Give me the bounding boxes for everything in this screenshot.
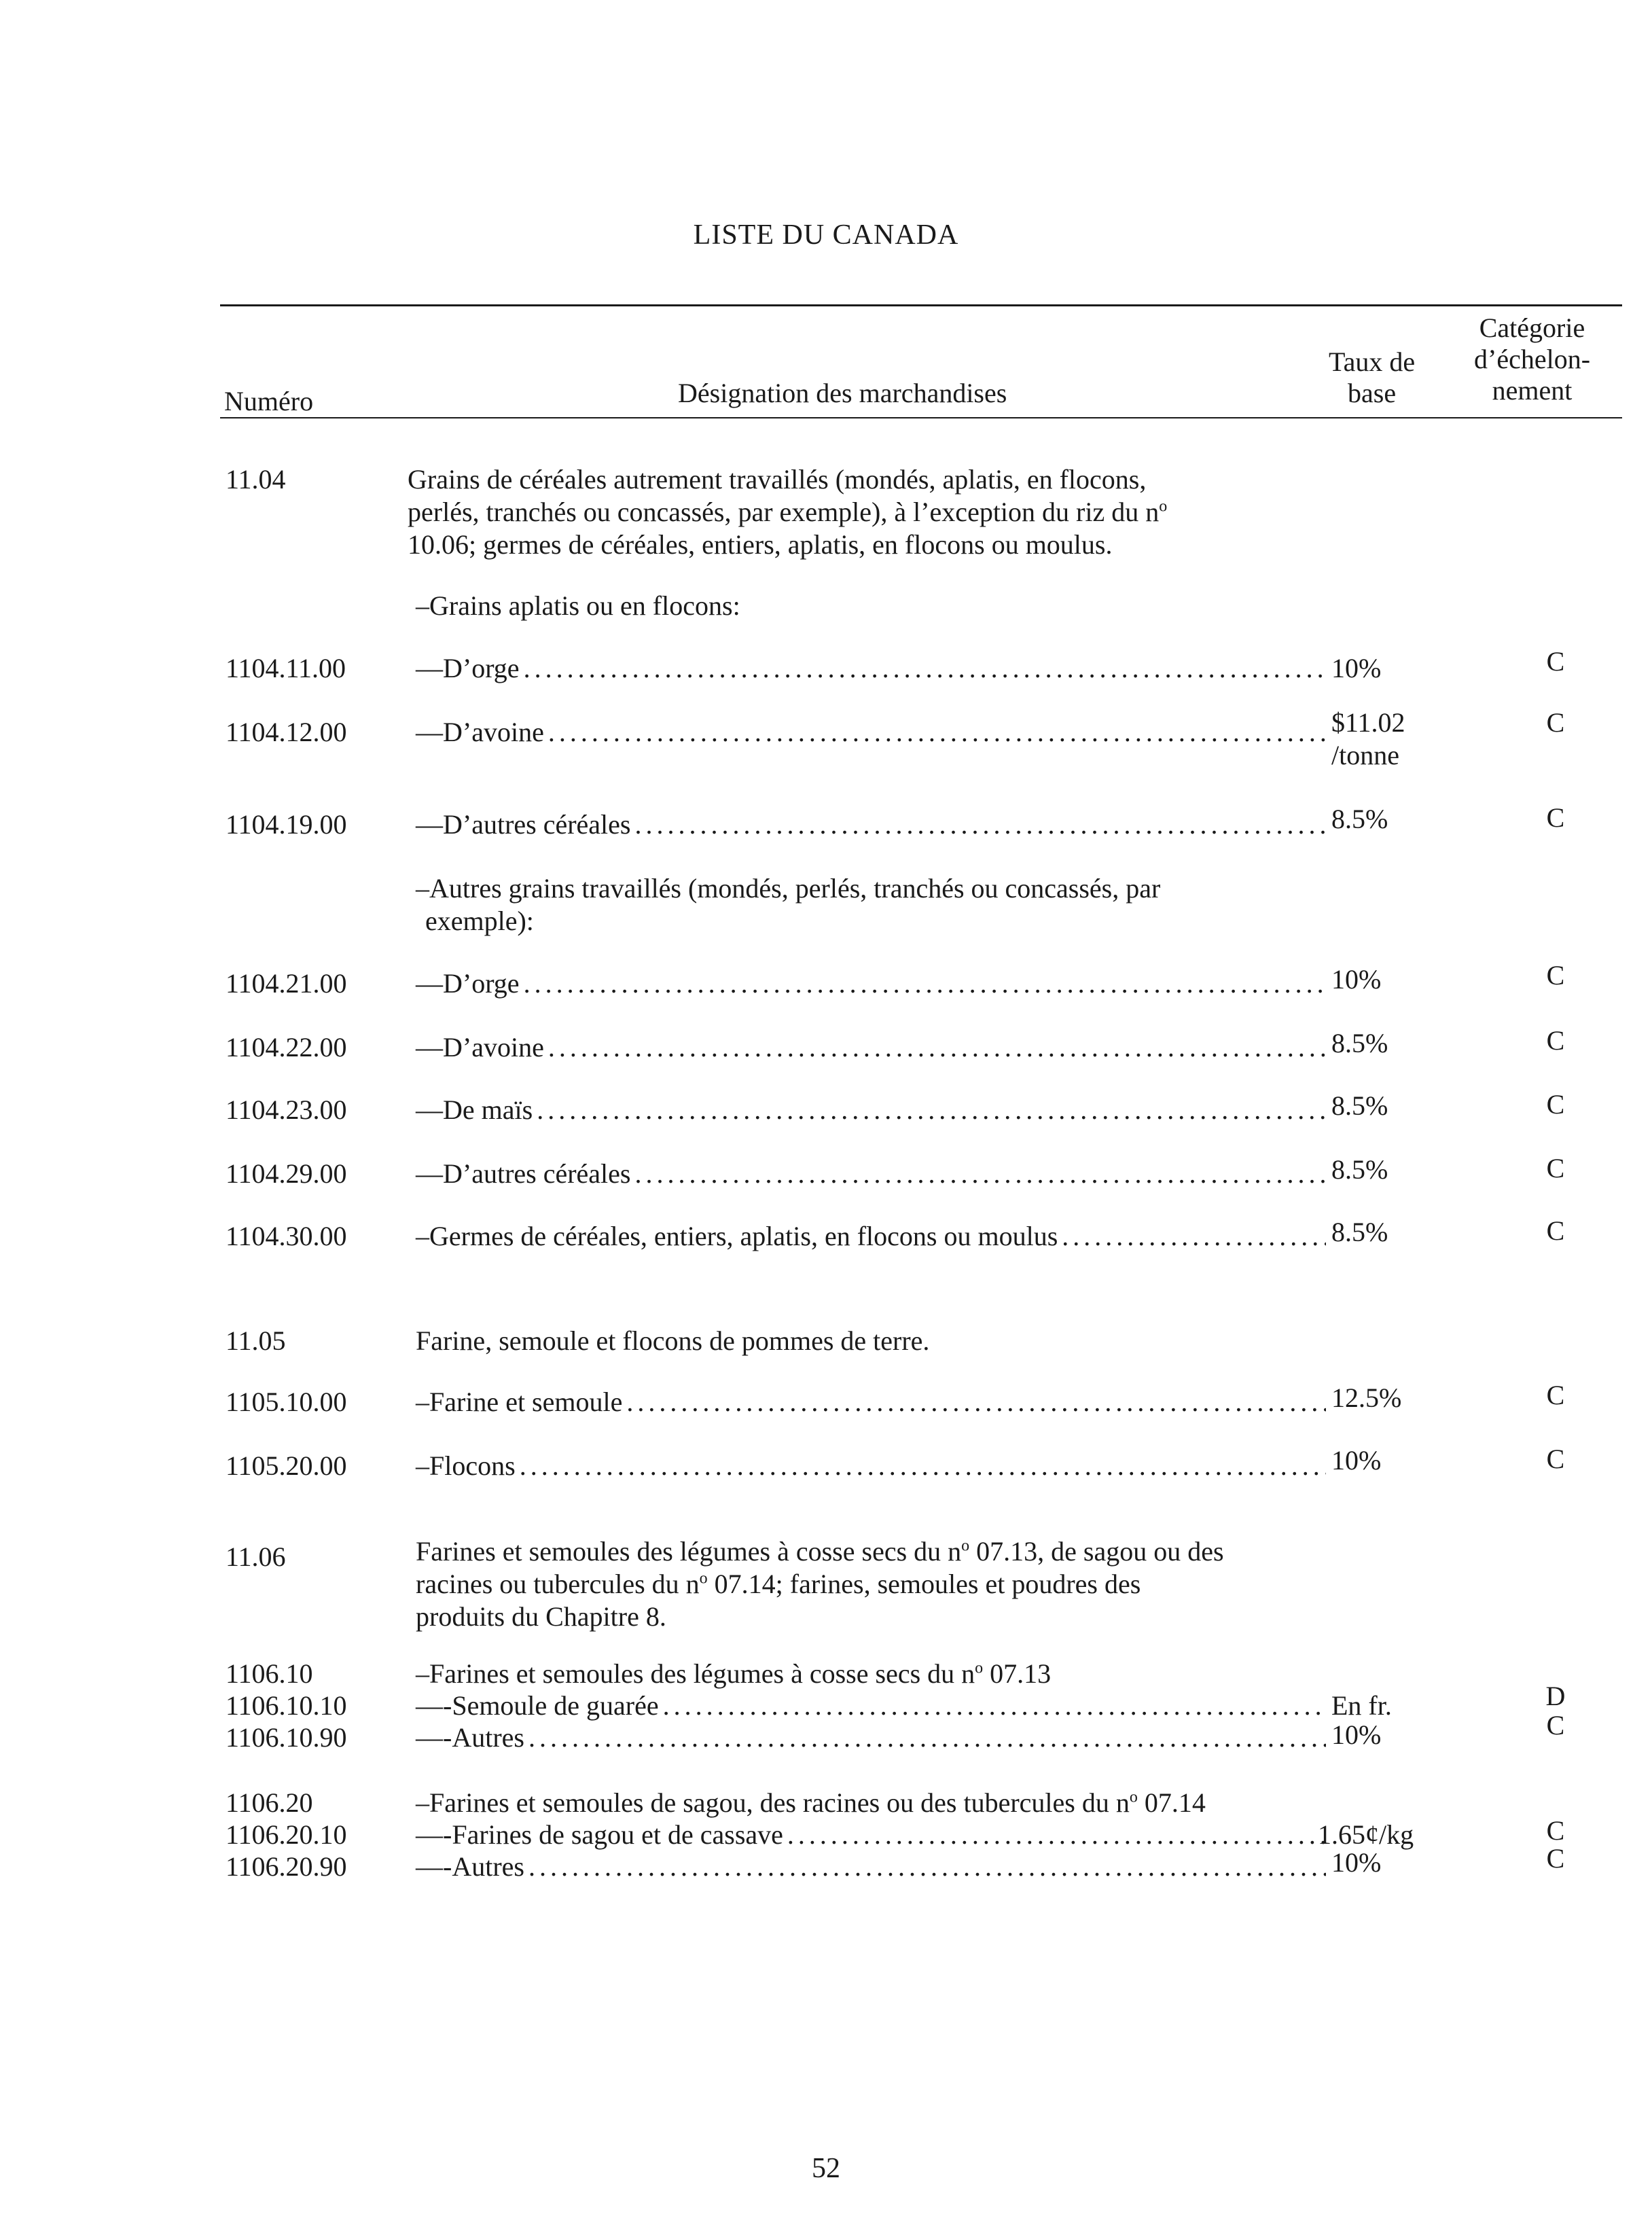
tariff-description: –Germes de céréales, entiers, aplatis, en flocons ou moulus .....: [416, 1220, 1326, 1253]
header-categorie: [1474, 313, 1590, 406]
header-bottom-rule: [220, 417, 1622, 418]
tariff-description: –Flocons .....: [416, 1450, 1326, 1482]
base-rate: En fr.: [1331, 1690, 1392, 1721]
tariff-number: 1104.22.00: [226, 1032, 347, 1063]
tariff-row-1106-10: [0, 1658, 1652, 1690]
staging-category: C: [1546, 1153, 1565, 1183]
tariff-number: 1104.29.00: [226, 1158, 347, 1189]
heading-line: produits du Chapitre 8.: [416, 1601, 666, 1632]
staging-category: C: [1546, 1025, 1565, 1056]
staging-category: C: [1546, 960, 1565, 990]
base-rate: 8.5%: [1331, 1217, 1388, 1247]
tariff-description: —D’autres céréales .....: [416, 808, 1326, 841]
tariff-description: —D’orge .....: [416, 967, 1326, 1000]
header-cat-line3: nement: [1492, 375, 1573, 406]
staging-category: C: [1546, 1710, 1565, 1740]
base-rate: 8.5%: [1331, 804, 1388, 834]
tariff-description: —-Farines de sagou et de cassave .....: [416, 1819, 1326, 1851]
tariff-description: —-Semoule de guarée .....: [416, 1690, 1326, 1721]
tariff-number: 1106.10: [226, 1658, 313, 1689]
base-rate: 8.5%: [1331, 1154, 1388, 1185]
base-rate: 10%: [1331, 1445, 1382, 1476]
header-cat-line2: d’échelon-: [1474, 344, 1591, 374]
staging-category: C: [1546, 707, 1565, 738]
tariff-row-1106-20-10: [0, 1815, 1652, 1851]
heading-description: Farine, semoule et flocons de pommes de terre.: [416, 1325, 930, 1356]
header-taux: [1329, 346, 1415, 409]
tariff-number: 1104.12.00: [226, 717, 347, 747]
staging-category: C: [1546, 1089, 1565, 1120]
staging-category: C: [1546, 646, 1565, 677]
tariff-number: 1104.21.00: [226, 968, 347, 999]
heading-number: 11.04: [226, 464, 286, 495]
header-top-rule: [220, 304, 1622, 306]
base-rate: 10%: [1331, 964, 1382, 995]
heading-number: 11.06: [226, 1541, 286, 1572]
base-rate: 12.5%: [1331, 1382, 1402, 1413]
tariff-description: —De maïs .....: [416, 1094, 1326, 1126]
tariff-description: —-Autres .....: [416, 1721, 1326, 1753]
tariff-description: —-Autres .....: [416, 1851, 1326, 1882]
page-number: 52: [812, 2153, 840, 2184]
tariff-number: 1106.20.10: [226, 1819, 347, 1850]
header-taux-line2: base: [1348, 378, 1397, 408]
heading-number: 11.05: [226, 1325, 286, 1356]
tariff-number: 1106.10.90: [226, 1722, 347, 1753]
tariff-number: 1104.19.00: [226, 809, 347, 840]
base-rate: 10%: [1331, 653, 1382, 683]
base-rate: 8.5%: [1331, 1090, 1388, 1121]
page-title: LISTE DU CANADA: [693, 219, 959, 251]
heading-line: Grains de céréales autrement travaillés (mondés, aplatis, en flocons,: [408, 464, 1147, 495]
base-rate: 8.5%: [1331, 1028, 1388, 1058]
tariff-number: 1104.23.00: [226, 1094, 347, 1125]
tariff-row-1106-20: [0, 1787, 1652, 1819]
staging-category: C: [1546, 802, 1565, 833]
heading-line: 10.06; germes de céréales, entiers, aplatis, en flocons ou moulus.: [408, 529, 1113, 560]
staging-category: C: [1546, 1444, 1565, 1474]
base-rate: 1.65¢/kg: [1318, 1819, 1414, 1850]
tariff-row-1106-20-90: [0, 1843, 1652, 1882]
tariff-row-1106-10-90: [0, 1710, 1652, 1753]
tariff-row-1106-10-10: [0, 1681, 1652, 1721]
group-1106-10: [0, 1658, 1652, 1753]
tariff-description: —D’avoine .....: [416, 1031, 1326, 1064]
header-designation: Désignation des marchandises: [678, 378, 1007, 408]
tariff-description: —D’autres céréales .....: [416, 1158, 1326, 1190]
tariff-description: –Farines et semoules des légumes à cosse secs du $n^o$ 07.13: [416, 1658, 1052, 1689]
staging-category: C: [1546, 1380, 1565, 1410]
heading-description: [416, 1535, 1326, 1633]
staging-category: C: [1546, 1215, 1565, 1246]
tariff-description: —D’orge .....: [416, 652, 1326, 685]
base-rate: 10%: [1331, 1719, 1382, 1750]
heading-line: racines ou tubercules du $n^o$ 07.14; farines, semoules et poudres des: [416, 1569, 1141, 1599]
header-cat-line1: Catégorie: [1479, 313, 1585, 343]
heading-description: [408, 463, 1318, 561]
staging-category: C: [1546, 1815, 1565, 1846]
heading-line: perlés, tranchés ou concassés, par exemple), à l’exception du riz du $n^o$: [408, 497, 1168, 527]
tariff-number: 1104.11.00: [226, 653, 346, 683]
header-taux-line1: Taux de: [1329, 346, 1416, 377]
tariff-number: 1104.30.00: [226, 1221, 347, 1251]
subheading-text: –Grains aplatis ou en flocons:: [416, 590, 740, 621]
base-rate: 10%: [1331, 1847, 1382, 1878]
tariff-number: 1106.20: [226, 1787, 313, 1818]
tariff-number: 1105.20.00: [226, 1450, 347, 1481]
tariff-number: 1106.20.90: [226, 1851, 347, 1882]
tariff-description: –Farine et semoule .....: [416, 1386, 1326, 1418]
header-numero: Numéro: [224, 386, 314, 416]
tariff-number: 1105.10.00: [226, 1387, 347, 1417]
tariff-description: —D’avoine .....: [416, 716, 1326, 749]
heading-line: Farines et semoules des légumes à cosse secs du $n^o$ 07.13, de sagou ou des: [416, 1536, 1224, 1567]
base-rate: $11.02 /tonne: [1331, 707, 1405, 770]
tariff-description: –Farines et semoules de sagou, des racines ou des tubercules du $n^o$ 07.14: [416, 1787, 1206, 1818]
staging-category: D: [1545, 1681, 1566, 1711]
group-1106-20: [0, 1787, 1652, 1882]
tariff-number: 1106.10.10: [226, 1690, 347, 1721]
subheading-text: –Autres grains travaillés (mondés, perlés, tranchés ou concassés, par exemple):: [416, 873, 1161, 936]
staging-category: C: [1546, 1843, 1565, 1874]
